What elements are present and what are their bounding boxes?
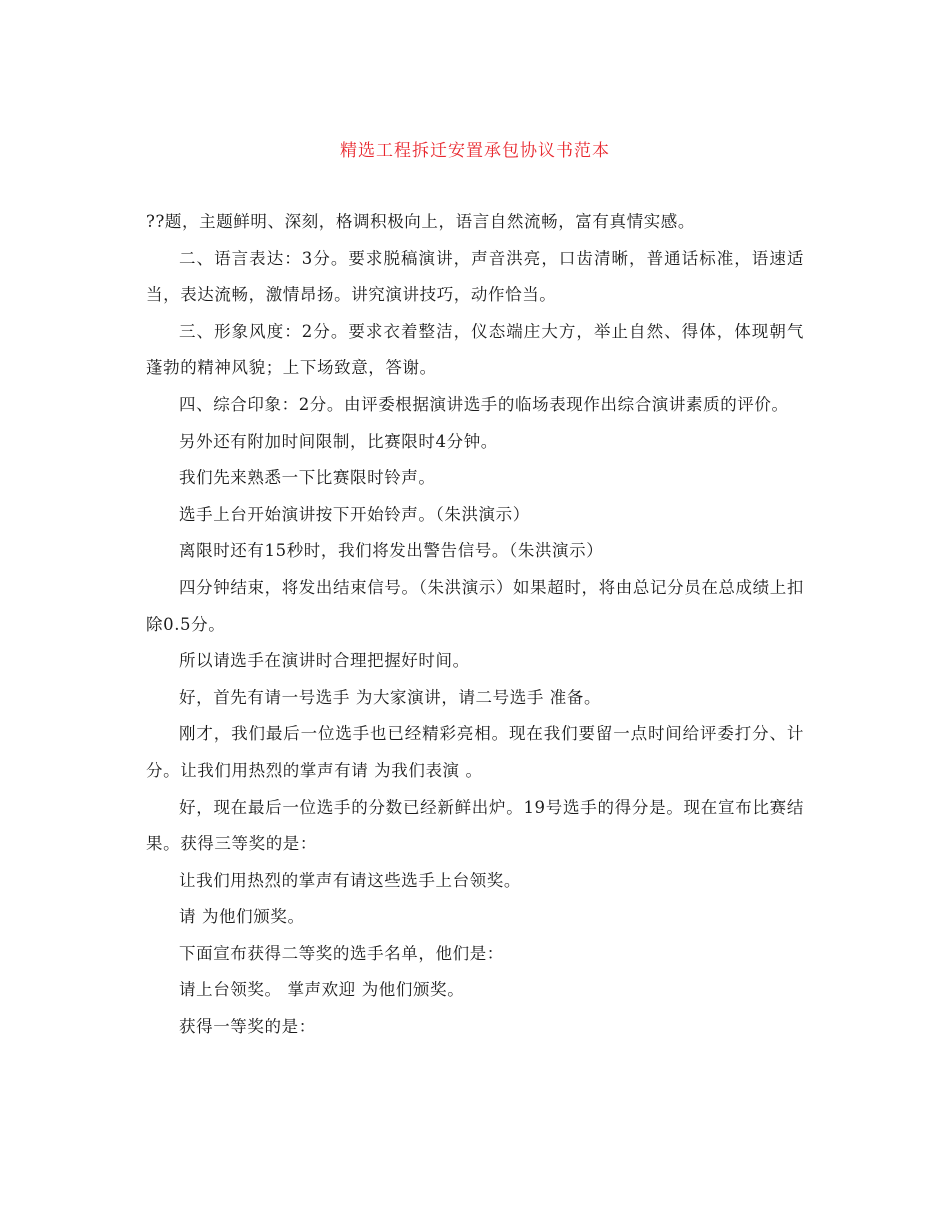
paragraph-18: 获得一等奖的是： [179, 1017, 316, 1037]
paragraph-5: 另外还有附加时间限制，比赛限时4分钟。 [179, 431, 498, 451]
paragraph-17: 请上台领奖。 掌声欢迎 为他们颁奖。 [179, 980, 465, 1000]
paragraph-16: 下面宣布获得二等奖的选手名单，他们是： [179, 943, 504, 963]
paragraph-11: 好，首先有请一号选手 为大家演讲，请二号选手 准备。 [179, 687, 602, 707]
document-body [146, 204, 804, 1046]
paragraph-6: 我们先来熟悉一下比赛限时铃声。 [179, 468, 436, 488]
document-title: 精选工程拆迁安置承包协议书范本 [340, 141, 610, 161]
paragraph-12: 刚才，我们最后一位选手也已经精彩亮相。现在我们要留一点时间给评委打分、计分。让我们用热烈的掌声有请 为我们表演 。 [146, 724, 804, 780]
paragraph-8: 离限时还有15秒时，我们将发出警告信号。（朱洪演示） [179, 541, 604, 561]
paragraph-7: 选手上台开始演讲按下开始铃声。（朱洪演示） [179, 504, 530, 524]
paragraph-4: 四、综合印象：2分。由评委根据演讲选手的临场表现作出综合演讲素质的评价。 [179, 394, 789, 414]
paragraph-3: 三、形象风度：2分。要求衣着整洁，仪态端庄大方，举止自然、得体，体现朝气蓬勃的精神风貌；上下场致意，答谢。 [146, 321, 804, 378]
paragraph-2: 二、语言表达：3分。要求脱稿演讲，声音洪亮，口齿清晰，普通话标准，语速适当，表达流畅，激情昂扬。讲究演讲技巧，动作恰当。 [146, 248, 804, 305]
paragraph-10: 所以请选手在演讲时合理把握好时间。 [179, 651, 470, 671]
paragraph-1: ??题，主题鲜明、深刻，格调积极向上，语言自然流畅，富有真情实感。 [146, 212, 695, 231]
paragraph-9: 四分钟结束，将发出结束信号。（朱洪演示）如果超时，将由总记分员在总成绩上扣除0.5分。 [146, 577, 804, 634]
paragraph-14: 让我们用热烈的掌声有请这些选手上台领奖。 [179, 870, 521, 890]
paragraph-13: 好，现在最后一位选手的分数已经新鲜出炉。19号选手的得分是。现在宣布比赛结果。获得三等奖的是： [146, 797, 804, 854]
paragraph-15: 请 为他们颁奖。 [179, 907, 305, 927]
